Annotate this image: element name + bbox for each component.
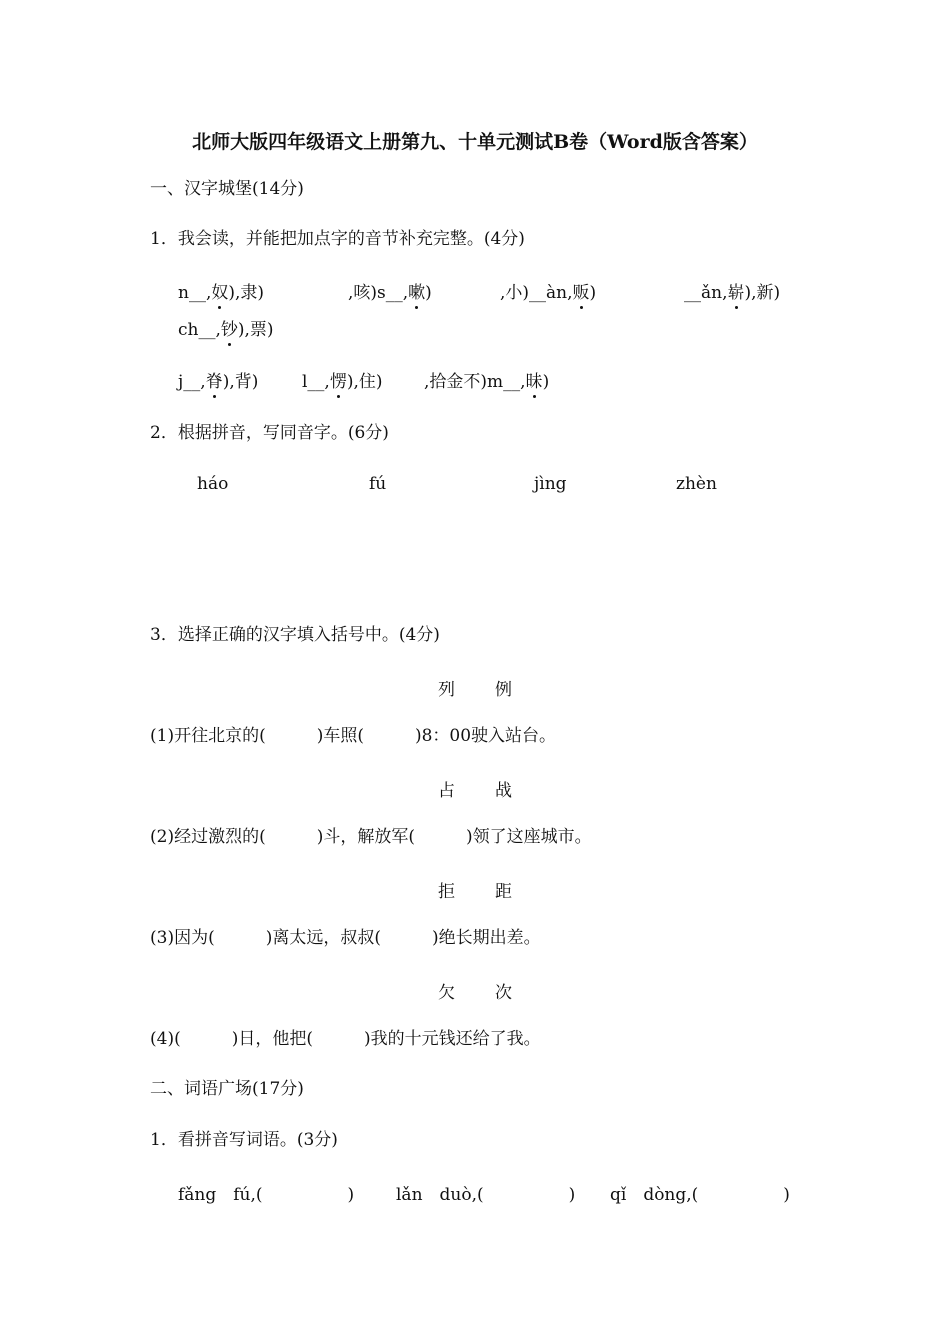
q3-sentence-1: (1)开往北京的( )车照( )8：00驶入站台。: [150, 726, 557, 746]
q2-pinyin-4: zhèn: [676, 474, 717, 494]
q1-item-7-post: ),住): [346, 372, 383, 392]
q2-pinyin-2: fú: [369, 474, 387, 494]
q1-item-3-pre: ,小)__àn,: [500, 283, 573, 303]
q1-item-3-post: ): [589, 283, 597, 303]
q3-choice-3-a: 拒: [438, 882, 455, 902]
q1-item-7-dotted: 愣: [329, 372, 347, 392]
q1-item-8-dotted: 昧: [525, 372, 543, 392]
q1-item-3-dotted: 贩: [572, 283, 590, 303]
q3-choice-2-a: 占: [438, 781, 455, 801]
q1-item-6-post: ),背): [222, 372, 259, 392]
q1-item-5-pre: ch__,: [178, 320, 221, 340]
q3-choice-4-a: 欠: [438, 983, 455, 1003]
q3-choice-3-b: 距: [495, 882, 512, 902]
q1-item-2: [348, 278, 432, 303]
q3-sentence-4: (4)( )日，他把( )我的十元钱还给了我。: [150, 1029, 541, 1049]
q3-choice-4: [0, 978, 950, 1003]
q3-choice-1: [0, 675, 950, 700]
q1-item-4-dotted: 崭: [727, 283, 745, 303]
q1-prompt: 1．我会读，并能把加点字的音节补充完整。(4分): [150, 229, 525, 249]
q3-choice-2: [0, 776, 950, 801]
q1-item-4-pre: __ǎn,: [684, 283, 728, 303]
q1-item-1-dotted: 奴: [211, 283, 229, 303]
q1-item-1: [178, 278, 264, 303]
q1-item-6-pre: j__,: [178, 372, 206, 392]
q1-item-7-pre: l__,: [302, 372, 330, 392]
q3-sentence-2: (2)经过激烈的( )斗，解放军( )领了这座城市。: [150, 827, 592, 847]
page-title: 北师大版四年级语文上册第九、十单元测试B卷（Word版含答案）: [192, 131, 758, 153]
q2-pinyin-1: háo: [197, 474, 229, 494]
q3-sentence-3: (3)因为( )离太远，叔叔( )绝长期出差。: [150, 928, 541, 948]
s2-q1-prompt: 1．看拼音写词语。(3分): [150, 1130, 338, 1150]
q1-item-6-dotted: 脊: [205, 372, 223, 392]
q1-item-8: [424, 367, 549, 392]
q1-item-2-pre: ,咳)s__,: [348, 283, 409, 303]
q1-item-4-post: ),新): [744, 283, 781, 303]
q1-item-1-pre: n__,: [178, 283, 212, 303]
section-1-heading: 一、汉字城堡(14分): [150, 179, 304, 199]
section-2-heading: 二、词语广场(17分): [150, 1079, 304, 1099]
q3-choice-2-b: 战: [495, 781, 512, 801]
q2-pinyin-3: jìng: [534, 474, 567, 494]
q1-item-7: [302, 367, 383, 392]
q3-choice-4-b: 次: [495, 983, 512, 1003]
s2-q1-item-1: fǎng fú,( ): [178, 1185, 355, 1205]
q3-choice-1-b: 例: [495, 680, 512, 700]
q3-prompt: 3．选择正确的汉字填入括号中。(4分): [150, 625, 440, 645]
q3-choice-1-a: 列: [438, 680, 455, 700]
q3-choice-3: [0, 877, 950, 902]
q1-item-2-dotted: 嗽: [408, 283, 426, 303]
q1-item-1-post: ),隶): [228, 283, 265, 303]
q1-item-2-post: ): [425, 283, 432, 303]
q1-item-5-post: ),票): [237, 320, 274, 340]
s2-q1-item-3: qǐ dòng,( ): [610, 1185, 790, 1205]
q1-item-6: [178, 367, 258, 392]
q1-item-5: [178, 315, 274, 340]
q1-item-8-pre: ,拾金不)m__,: [424, 372, 526, 392]
q2-prompt: 2．根据拼音，写同音字。(6分): [150, 423, 389, 443]
q1-item-4: [684, 278, 780, 303]
q1-item-8-post: ): [542, 372, 550, 392]
q1-item-5-dotted: 钞: [220, 320, 238, 340]
q1-item-3: [500, 278, 596, 303]
s2-q1-item-2: lǎn duò,( ): [396, 1185, 576, 1205]
